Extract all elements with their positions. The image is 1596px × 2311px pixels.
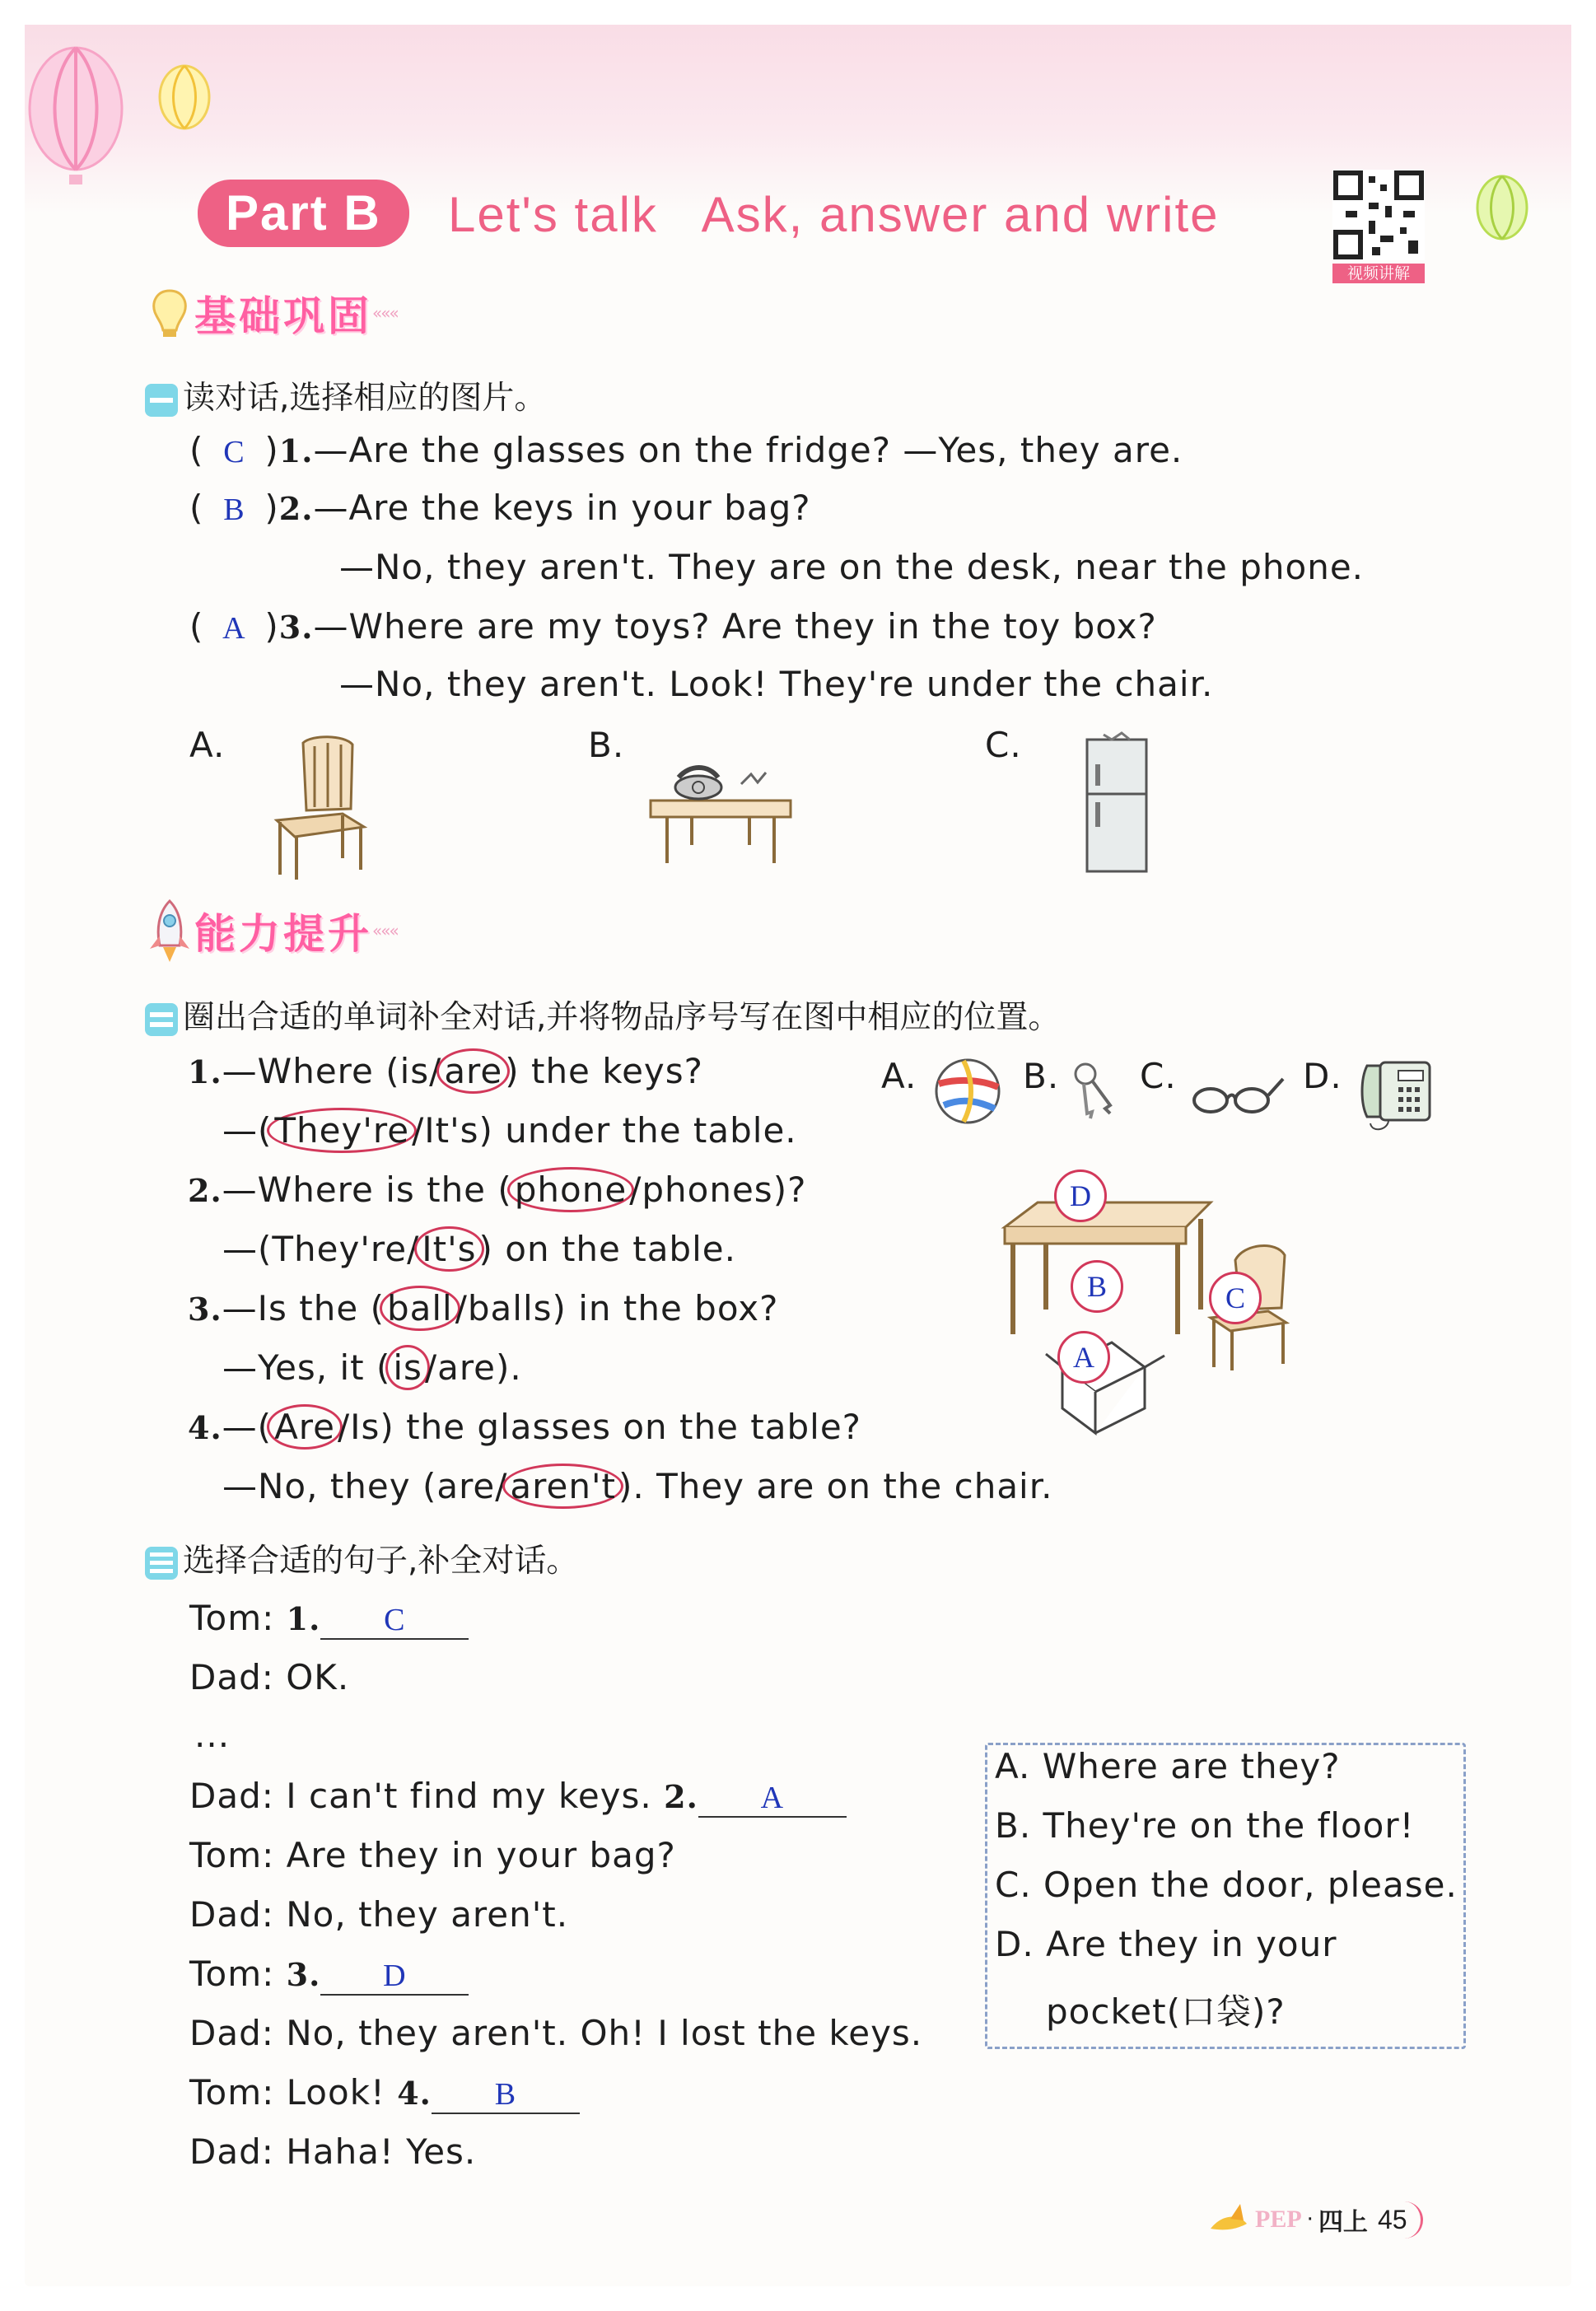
circled-choice: phone	[507, 1167, 634, 1212]
answer-blank[interactable]	[698, 1776, 847, 1818]
answer-text: C	[384, 1603, 406, 1637]
q2-item-2-answer: —(They're/It's) on the table.	[222, 1229, 736, 1269]
grade-label: 四上	[1318, 2208, 1368, 2237]
page-title: Let's talk Ask, answer and write	[448, 187, 1220, 242]
q1-item-1: ( C )1.—Are the glasses on the fridge? —Yes, they are.	[189, 430, 1183, 470]
circled-choice: are	[436, 1048, 510, 1094]
q2-item-2-question: 2.—Where is the (phone/phones)?	[188, 1170, 806, 1210]
answer-text: B	[494, 2077, 517, 2112]
object-label-b: B.	[1023, 1056, 1060, 1096]
option-c: C. Open the door, please.	[995, 1865, 1458, 1905]
dialogue-line-7: Dad: No, they aren't. Oh! I lost the keys.	[189, 2013, 923, 2053]
q2-item-3-question: 3.—Is the (ball/balls) in the box?	[188, 1288, 778, 1328]
circled-choice: ball	[380, 1286, 460, 1331]
q1-item-3: ( A )3.—Where are my toys? Are they in the toy box?	[189, 606, 1157, 647]
dialogue-line-8: Tom: Look! 4. B	[189, 2072, 580, 2114]
dialogue-line-5: Dad: No, they aren't.	[189, 1894, 569, 1935]
dialogue-line-6: Tom: 3. D	[189, 1954, 469, 1996]
answer-blank[interactable]	[432, 2072, 580, 2114]
answer-text: C	[223, 435, 245, 469]
section-heading-basic: 基础巩固 «««	[145, 283, 398, 343]
page-number: 45	[1378, 2201, 1423, 2239]
bird-icon	[1206, 2199, 1255, 2240]
rocket-icon	[145, 898, 194, 964]
scene-label-a: A	[1057, 1331, 1110, 1384]
circled-choice: They're	[267, 1108, 417, 1153]
q2-item-1-question: 1.—Where (is/are) the keys?	[188, 1051, 703, 1091]
desk-with-phone-icon	[642, 754, 799, 870]
answer-text: B	[223, 493, 245, 527]
scene-label-c: C	[1209, 1272, 1262, 1324]
dialogue-line-4: Tom: Are they in your bag?	[189, 1835, 676, 1875]
qr-code[interactable]	[1332, 170, 1425, 280]
section-one-icon	[145, 384, 178, 417]
q1-instruction: 读对话,选择相应的图片。	[145, 372, 546, 418]
q2-item-4-answer: —No, they (are/aren't). They are on the chair.	[222, 1466, 1053, 1506]
picture-label-a: A.	[189, 725, 226, 765]
option-d-continued: pocket(口袋)?	[1046, 1991, 1286, 2032]
q2-item-4-question: 4.—(Are/Is) the glasses on the table?	[188, 1407, 861, 1447]
circled-choice: Are	[267, 1404, 343, 1450]
q1-item-2: ( B )2.—Are the keys in your bag?	[189, 488, 811, 528]
option-a: A. Where are they?	[995, 1746, 1341, 1786]
dialogue-line-9: Dad: Haha! Yes.	[189, 2131, 477, 2172]
keys-icon	[1067, 1059, 1125, 1125]
dialogue-line-1: Tom: 1. C	[189, 1598, 469, 1640]
picture-label-b: B.	[588, 725, 625, 765]
object-label-a: A.	[881, 1056, 917, 1096]
section-three-icon	[145, 1547, 178, 1580]
q1-item-2-reply: —No, they aren't. They are on the desk, near the phone.	[339, 547, 1365, 587]
glasses-icon	[1188, 1071, 1286, 1120]
object-label-c: C.	[1140, 1056, 1177, 1096]
part-badge: Part B	[198, 180, 409, 247]
balloon-icon	[1472, 175, 1538, 257]
q2-item-3-answer: —Yes, it (is/are).	[222, 1347, 522, 1388]
picture-label-c: C.	[985, 725, 1022, 765]
balloon-icon	[23, 43, 138, 191]
q1-item-3-reply: —No, they aren't. Look! They're under the chair.	[339, 664, 1214, 704]
circled-choice: aren't	[502, 1464, 623, 1509]
fridge-icon	[1079, 731, 1153, 880]
answer-blank[interactable]	[320, 1954, 469, 1996]
answer-text: D	[383, 1959, 407, 1993]
circled-choice: It's	[414, 1226, 483, 1272]
q3-instruction: 选择合适的句子,补全对话。	[145, 1535, 578, 1581]
phone-icon	[1356, 1054, 1438, 1137]
series-name: PEP	[1255, 2206, 1302, 2233]
lightbulb-icon	[145, 284, 194, 342]
dialogue-ellipsis: ...	[194, 1715, 231, 1755]
answer-text: A	[222, 611, 246, 646]
section-two-icon	[145, 1003, 178, 1036]
scene-label-d: D	[1054, 1170, 1107, 1222]
object-label-d: D.	[1303, 1056, 1342, 1096]
balloon-icon	[155, 64, 221, 147]
footer: PEP · 四上 45	[1206, 2199, 1423, 2240]
option-d: D. Are they in your	[995, 1924, 1337, 1964]
dialogue-line-2: Dad: OK.	[189, 1657, 350, 1697]
answer-text: A	[760, 1781, 785, 1815]
chair-icon	[262, 735, 377, 883]
qr-caption: 视频讲解	[1332, 264, 1425, 283]
option-b: B. They're on the floor!	[995, 1805, 1415, 1846]
q2-instruction: 圈出合适的单词补全对话,并将物品序号写在图中相应的位置。	[145, 992, 1060, 1038]
qr-code-icon	[1332, 170, 1425, 260]
answer-blank[interactable]	[320, 1598, 469, 1640]
q2-item-1-answer: —(They're/It's) under the table.	[222, 1110, 797, 1151]
scene-label-b: B	[1071, 1260, 1123, 1313]
section-heading-advance: 能力提升 «««	[145, 898, 398, 964]
dialogue-line-3: Dad: I can't find my keys. 2. A	[189, 1776, 847, 1818]
circled-choice: is	[385, 1345, 430, 1390]
ball-icon	[931, 1054, 1005, 1128]
